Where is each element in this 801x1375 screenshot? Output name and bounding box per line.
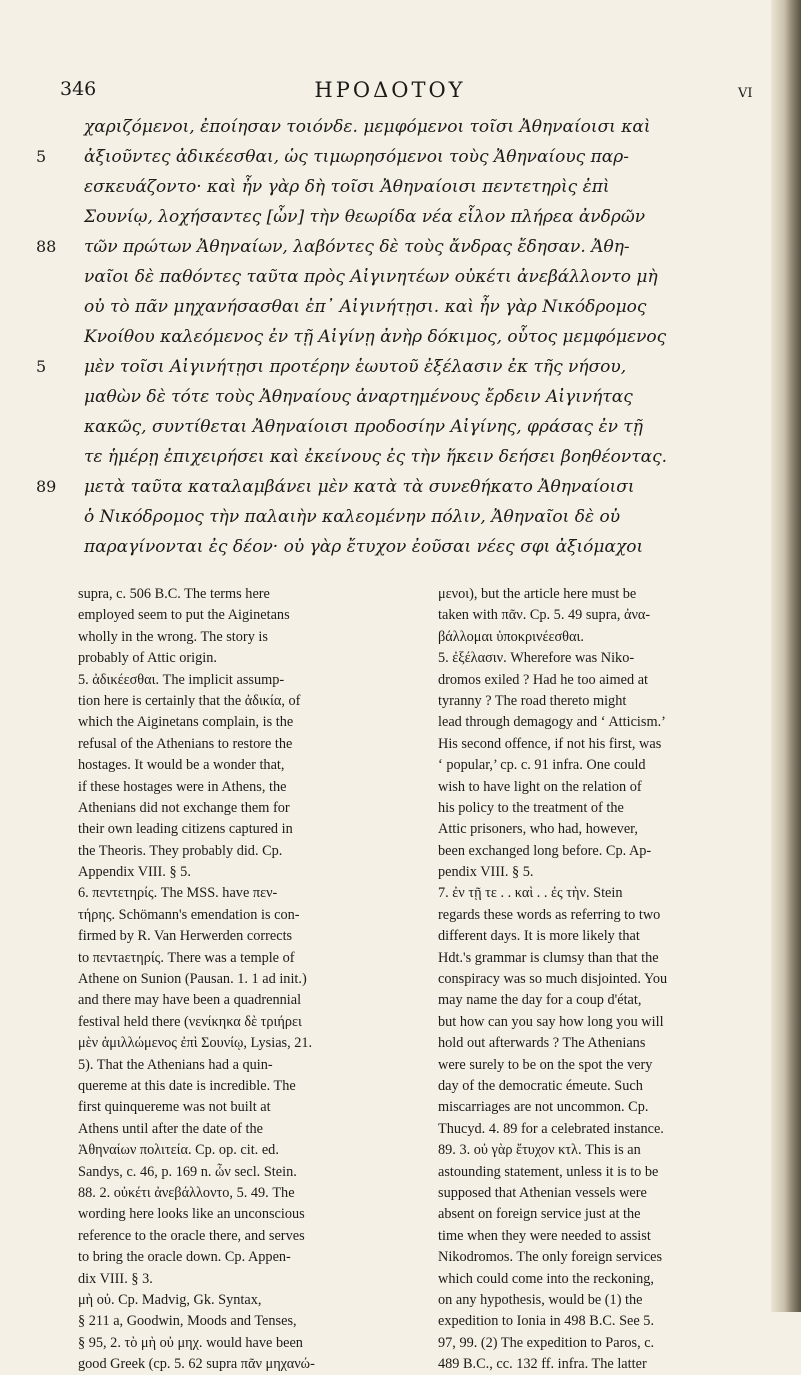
note-line: wording here looks like an unconscious: [78, 1206, 305, 1223]
note-line: μὴ οὐ. Cp. Madvig, Gk. Syntax,: [78, 1291, 262, 1308]
greek-line-text: τῶν πρώτων Ἀθηναίων, λαβόντες δὲ τοὺς ἄνδρας ἔδησαν. Ἀθη-: [84, 237, 630, 257]
note-line: which could come into the reckoning,: [438, 1270, 654, 1287]
note-line: on any hypothesis, would be (1) the: [438, 1291, 643, 1308]
note-line: reference to the oracle there, and serves: [78, 1227, 305, 1244]
greek-line-text: ὁ Νικόδρομος τὴν παλαιὴν καλεομένην πόλιν, Ἀθηναῖοι δὲ οὐ: [84, 507, 621, 527]
note-line: to bring the oracle down. Cp. Appen-: [78, 1249, 291, 1266]
greek-line-text: μετὰ ταῦτα καταλαμβάνει μὲν κατὰ τὰ συνεθήκατο Ἀθηναίοισι: [84, 477, 635, 497]
note-line: tyranny ? The road thereto might: [438, 692, 627, 709]
note-line: quereme at this date is incredible. The: [78, 1077, 296, 1094]
note-line: lead through demagogy and ‘ Atticism.’: [438, 714, 666, 731]
greek-line: [36, 532, 780, 562]
greek-line: [36, 502, 780, 532]
volume-marker: VI: [738, 86, 753, 101]
greek-text-block: [36, 112, 780, 562]
greek-line: [36, 322, 780, 352]
note-line: probably of Attic origin.: [78, 650, 217, 667]
note-line: Appendix VIII. § 5.: [78, 864, 191, 881]
note-line: but how can you say how long you will: [438, 1013, 664, 1030]
note-line: 5. ἐξέλασιν. Wherefore was Niko-: [438, 650, 635, 667]
note-line: wholly in the wrong. The story is: [78, 628, 268, 645]
note-line: Athenians did not exchange them for: [78, 799, 290, 816]
note-line: may name the day for a coup d'état,: [438, 992, 642, 1009]
note-line: Hdt.'s grammar is clumsy than that the: [438, 949, 659, 966]
greek-line: [36, 352, 780, 382]
note-line: day of the democratic émeute. Such: [438, 1077, 643, 1094]
page-number: 346: [60, 78, 97, 100]
notes-column-right: [438, 584, 778, 1375]
note-line: and there may have been a quadrennial: [78, 992, 302, 1009]
note-line: § 211 a, Goodwin, Moods and Tenses,: [78, 1313, 297, 1330]
note-line: Athene on Sunion (Pausan. 1. 1 ad init.): [78, 971, 307, 988]
note-line: conspiracy was so much disjointed. You: [438, 971, 668, 988]
note-line: 7. ἐν τῇ τε . . καὶ . . ἐς τὴν. Stein: [438, 885, 623, 902]
greek-line: [36, 172, 780, 202]
note-line: taken with πᾶν. Cp. 5. 49 supra, ἀνα-: [438, 607, 651, 624]
note-line: supra, c. 506 B.C. The terms here: [78, 586, 270, 602]
note-line: hostages. It would be a wonder that,: [78, 757, 285, 774]
greek-line-text: μαθὼν δὲ τότε τοὺς Ἀθηναίους ἀναρτημένους ἔρδειν Αἰγινήτας: [84, 387, 633, 407]
line-number: 5: [36, 147, 47, 166]
note-line: different days. It is more likely that: [438, 928, 640, 945]
note-line: refusal of the Athenians to restore the: [78, 735, 293, 752]
note-line: regards these words as referring to two: [438, 906, 661, 923]
note-line: Attic prisoners, who had, however,: [438, 821, 638, 838]
greek-line: [36, 112, 780, 142]
note-line: hold out afterwards ? The Athenians: [438, 1035, 646, 1052]
note-line: which the Aiginetans complain, is the: [78, 714, 294, 731]
greek-line-text: οὐ τὸ πᾶν μηχανήσασθαι ἐπ᾽ Αἰγινήτῃσι. καὶ ἦν γὰρ Νικόδρομος: [84, 297, 647, 317]
note-line: § 95, 2. τὸ μὴ οὐ μηχ. would have been: [78, 1334, 303, 1351]
commentary-notes: [78, 584, 778, 1373]
note-line: time when they were needed to assist: [438, 1227, 651, 1244]
greek-line-text: εσκευάζοντο· καὶ ἦν γὰρ δὴ τοῖσι Ἀθηναίοισι πεντετηρὶς ἐπὶ: [84, 177, 610, 197]
greek-line-text: Κνοίθου καλεόμενος ἐν τῇ Αἰγίνῃ ἀνὴρ δόκιμος, οὗτος μεμφόμενος: [84, 327, 667, 347]
note-line: firmed by R. Van Herwerden corrects: [78, 928, 293, 945]
note-line: Athens until after the date of the: [78, 1120, 264, 1137]
greek-line-text: ναῖοι δὲ παθόντες ταῦτα πρὸς Αἰγινητέων οὐκέτι ἀνεβάλλοντο μὴ: [84, 267, 658, 287]
greek-line: [36, 202, 780, 232]
note-line: if these hostages were in Athens, the: [78, 778, 287, 795]
note-line: tion here is certainly that the ἀδικία, of: [78, 692, 301, 709]
note-line: His second offence, if not his first, was: [438, 735, 662, 752]
note-line: Ἀθηναίων πολιτεία. Cp. op. cit. ed.: [78, 1142, 279, 1159]
note-line: were surely to be on the spot the very: [438, 1056, 653, 1073]
greek-line: [36, 442, 780, 472]
note-line: their own leading citizens captured in: [78, 821, 293, 838]
greek-line-text: κακῶς, συντίθεται Ἀθηναίοισι προδοσίην Αἰγίνης, φράσας ἐν τῇ: [84, 417, 643, 437]
line-number: 5: [36, 357, 47, 376]
note-line: Nikodromos. The only foreign services: [438, 1249, 663, 1266]
greek-line-text: παραγίνονται ἐς δέον· οὐ γὰρ ἔτυχον ἐοῦσαι νέες σφι ἀξιόμαχοι: [84, 537, 644, 557]
greek-line: [36, 472, 780, 502]
greek-line-text: χαριζόμενοι, ἐποίησαν τοιόνδε. μεμφόμενοι τοῖσι Ἀθηναίοισι καὶ: [84, 117, 651, 137]
note-line: dix VIII. § 3.: [78, 1270, 153, 1287]
note-line: 5). That the Athenians had a quin-: [78, 1056, 273, 1073]
greek-line: [36, 292, 780, 322]
note-line: μενοι), but the article here must be: [438, 586, 637, 602]
page-header: [0, 78, 801, 108]
note-line: miscarriages are not uncommon. Cp.: [438, 1099, 649, 1116]
note-line: pendix VIII. § 5.: [438, 864, 534, 881]
note-line: supposed that Athenian vessels were: [438, 1184, 647, 1201]
note-line: βάλλομαι ὑποκρινέεσθαι.: [438, 628, 584, 645]
greek-line-text: τε ἡμέρῃ ἐπιχειρήσει καὶ ἐκείνους ἐς τὴν ἥκειν δεήσει βοηθέοντας.: [84, 447, 668, 467]
note-line: 6. πεντετηρίς. The MSS. have πεν-: [78, 885, 278, 902]
note-line: 5. ἀδικέεσθαι. The implicit assump-: [78, 671, 285, 688]
note-line: Thucyd. 4. 89 for a celebrated instance.: [438, 1120, 664, 1137]
note-line: first quinquereme was not built at: [78, 1099, 271, 1116]
note-line: employed seem to put the Aiginetans: [78, 607, 290, 624]
line-number: 88: [36, 237, 57, 256]
note-line: his policy to the treatment of the: [438, 799, 624, 816]
note-line: good Greek (cp. 5. 62 supra πᾶν μηχανώ-: [78, 1356, 315, 1373]
greek-line-text: ἀξιοῦντες ἀδικέεσθαι, ὡς τιμωρησόμενοι τοὺς Ἀθηναίους παρ-: [84, 147, 629, 167]
note-line: absent on foreign service just at the: [438, 1206, 641, 1223]
line-number: 89: [36, 477, 57, 496]
note-line: expedition to Ionia in 498 B.C. See 5.: [438, 1313, 655, 1330]
note-line: 89. 3. οὐ γὰρ ἔτυχον κτλ. This is an: [438, 1142, 641, 1159]
greek-line-text: Σουνίῳ, λοχήσαντες [ὦν] τὴν θεωρίδα νέα εἷλον πλήρεα ἀνδρῶν: [84, 207, 646, 227]
note-line: the Theoris. They probably did. Cp.: [78, 842, 283, 859]
greek-line-text: μὲν τοῖσι Αἰγινήτῃσι προτέρην ἑωυτοῦ ἐξέλασιν ἐκ τῆς νήσου,: [84, 357, 627, 377]
note-line: dromos exiled ? Had he too aimed at: [438, 671, 649, 688]
greek-line: [36, 412, 780, 442]
note-line: wish to have light on the relation of: [438, 778, 642, 795]
notes-column-left: [78, 584, 418, 1375]
note-line: to πεντaετηρίς. There was a temple of: [78, 949, 295, 966]
greek-line: [36, 232, 780, 262]
note-line: ‘ popular,’ cp. c. 91 infra. One could: [438, 757, 646, 774]
note-line: Sandys, c. 46, p. 169 n. ὦν secl. Stein.: [78, 1163, 297, 1180]
note-line: 88. 2. οὐκέτι ἀνεβάλλοντο, 5. 49. The: [78, 1184, 295, 1201]
note-line: μὲν ἁμιλλώμενος ἐπὶ Σουνίῳ, Lysias, 21.: [78, 1035, 313, 1052]
note-line: been exchanged long before. Cp. Ap-: [438, 842, 652, 859]
note-line: τήρης. Schömann's emendation is con-: [78, 906, 300, 923]
greek-line: [36, 262, 780, 292]
greek-line: [36, 382, 780, 412]
note-line: astounding statement, unless it is to be: [438, 1163, 659, 1180]
note-line: 97, 99. (2) The expedition to Paros, c.: [438, 1334, 655, 1351]
greek-line: [36, 142, 780, 172]
note-line: 489 B.C., cc. 132 ff. infra. The latter: [438, 1356, 647, 1373]
running-title: ΗΡΟΔΟΤΟΥ: [314, 78, 466, 102]
note-line: festival held there (νενίκηκα δὲ τριήρει: [78, 1013, 302, 1030]
